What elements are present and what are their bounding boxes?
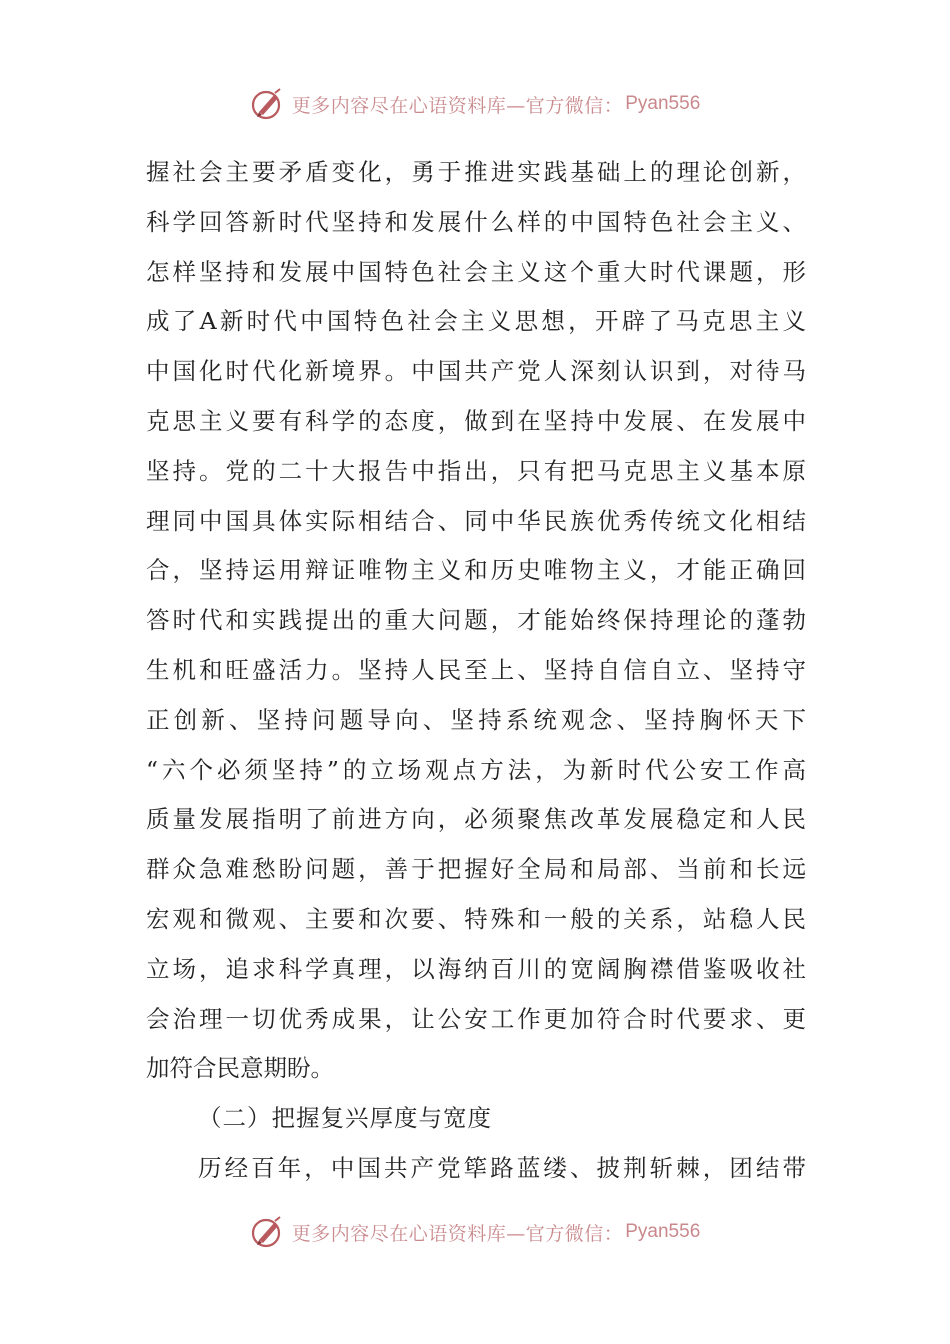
- text-line: 会治理一切优秀成果，让公安工作更加符合时代要求、更: [146, 1004, 806, 1033]
- paragraph-2-first-line: 历经百年，中国共产党筚路蓝缕、披荆斩棘，团结带: [198, 1153, 806, 1182]
- watermark-wechat-label: 官方微信：: [525, 1222, 624, 1245]
- text-line: 中国化时代化新境界。中国共产党人深刻认识到，对待马: [146, 357, 806, 386]
- watermark-text: 更多内容尽在心语资料库—: [291, 1222, 526, 1245]
- text-line: 科学回答新时代坚持和发展什么样的中国特色社会主义、: [146, 207, 806, 236]
- pen-logo-icon: [250, 1214, 286, 1250]
- text-line: 怎样坚持和发展中国特色社会主义这个重大时代课题，形: [146, 257, 806, 286]
- text-line: 宏观和微观、主要和次要、特殊和一般的关系，站稳人民: [146, 904, 806, 933]
- text-line: 群众急难愁盼问题，善于把握好全局和局部、当前和长远: [146, 855, 806, 884]
- text-line: “六个必须坚持”的立场观点方法，为新时代公安工作高: [146, 755, 806, 784]
- text-line: 生机和旺盛活力。坚持人民至上、坚持自信自立、坚持守: [146, 655, 806, 684]
- watermark-banner-bottom: [0, 1212, 950, 1252]
- text-line: 质量发展指明了前进方向，必须聚焦改革发展稳定和人民: [146, 805, 806, 834]
- text-line: 立场，追求科学真理，以海纳百川的宽阔胸襟借鉴吸收社: [146, 954, 806, 983]
- text-line: 合，坚持运用辩证唯物主义和历史唯物主义，才能正确回: [146, 556, 806, 585]
- watermark-banner-top: [0, 84, 950, 124]
- text-line: 坚持。党的二十大报告中指出，只有把马克思主义基本原: [146, 456, 806, 485]
- watermark-wechat-id: Pyan556: [625, 1221, 701, 1242]
- text-line: 理同中国具体实际相结合、同中华民族优秀传统文化相结: [146, 506, 806, 535]
- section-heading: （二）把握复兴厚度与宽度: [198, 1104, 492, 1133]
- pen-logo-icon: [250, 86, 286, 122]
- watermark-wechat-id: Pyan556: [625, 93, 701, 114]
- text-line: 加符合民意期盼。: [146, 1054, 334, 1083]
- text-line: 成了A新时代中国特色社会主义思想，开辟了马克思主义: [146, 307, 806, 336]
- text-line: 正创新、坚持问题导向、坚持系统观念、坚持胸怀天下: [146, 705, 806, 734]
- paragraph-1: [146, 148, 806, 1094]
- text-line: 答时代和实践提出的重大问题，才能始终保持理论的蓬勃: [146, 606, 806, 635]
- watermark-wechat-label: 官方微信：: [525, 94, 624, 117]
- document-body: [146, 148, 806, 1194]
- text-line: 握社会主要矛盾变化，勇于推进实践基础上的理论创新，: [146, 158, 806, 186]
- text-line: 克思主义要有科学的态度，做到在坚持中发展、在发展中: [146, 406, 806, 435]
- watermark-text: 更多内容尽在心语资料库—: [291, 94, 526, 117]
